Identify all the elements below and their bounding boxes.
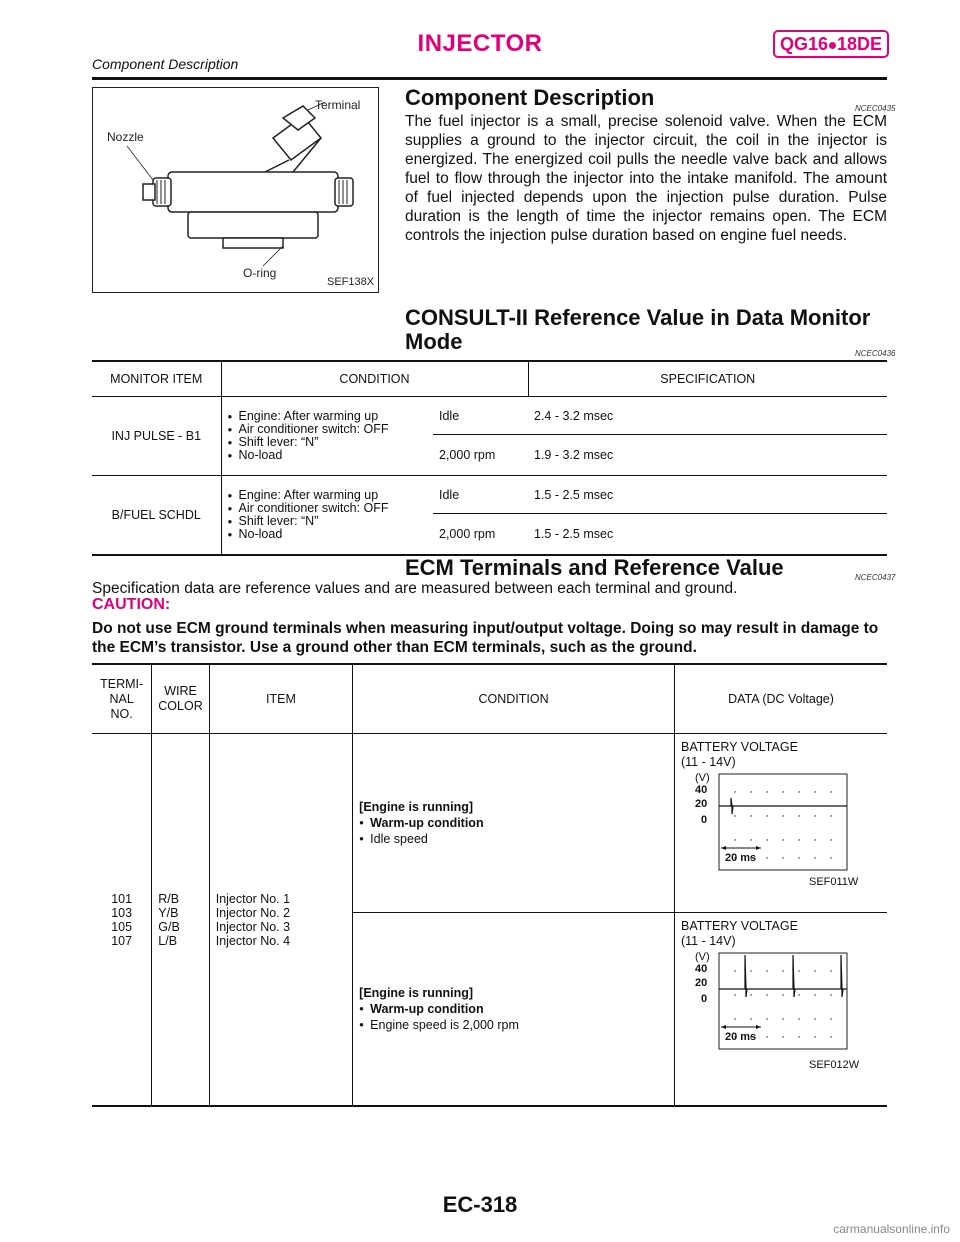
- spec-state: 2,000 rpm: [433, 435, 528, 476]
- terminal-number: 103: [111, 905, 133, 920]
- monitor-item-fuel-schdl: B/FUEL SCHDL: [92, 476, 221, 556]
- spec-value: 1.5 - 2.5 msec: [528, 476, 887, 514]
- model-badge: [773, 30, 889, 58]
- header-wire-l1: WIRE: [164, 684, 197, 698]
- model-prefix: QG16: [779, 34, 828, 54]
- ecm-title: ECM Terminals and Reference Value: [405, 555, 784, 580]
- label-oring: O-ring: [243, 266, 277, 280]
- data-line: BATTERY VOLTAGE: [680, 919, 798, 933]
- header-data: DATA (DC Voltage): [674, 664, 887, 734]
- item-name: Injector No. 3: [215, 919, 291, 934]
- data-idle: [674, 734, 887, 913]
- scope-unit: (V): [694, 951, 710, 963]
- scope-waveform-idle: [681, 770, 881, 910]
- scope-unit: (V): [694, 772, 710, 784]
- list-item: ● No-load: [228, 449, 428, 462]
- page-subtitle: Component Description: [92, 56, 239, 72]
- consult-title: [405, 306, 870, 354]
- scope-time-label: 20 ms: [724, 1031, 757, 1043]
- condition-list: [221, 476, 433, 556]
- consult-title-line1: CONSULT-II Reference Value in Data Monitor: [405, 305, 871, 330]
- scope-tick: 0: [700, 993, 708, 1005]
- spec-state: Idle: [433, 476, 528, 514]
- label-nozzle: Nozzle: [107, 130, 144, 144]
- header-item: ITEM: [209, 664, 352, 734]
- model-suffix: 18DE: [837, 34, 883, 54]
- ecm-table: [92, 663, 887, 1107]
- items: [209, 734, 352, 1107]
- header-rule: [92, 77, 887, 80]
- data-line: (11 - 14V): [680, 755, 736, 769]
- scope-tick: 20: [694, 798, 708, 810]
- scope-time-label: 20 ms: [724, 852, 757, 864]
- condition-title: [Engine is running]: [359, 986, 474, 1000]
- consult-table: [92, 360, 887, 556]
- list-item: ● Engine: After warming up: [228, 410, 428, 423]
- list-item: ● Engine: After warming up: [228, 489, 428, 502]
- list-item: ● Air conditioner switch: OFF: [228, 423, 428, 436]
- caution-label: CAUTION:: [92, 596, 171, 613]
- list-item: ● Air conditioner switch: OFF: [228, 502, 428, 515]
- wire-color: R/B: [158, 891, 180, 906]
- wire-color: Y/B: [158, 905, 179, 920]
- list-item: ● Engine speed is 2,000 rpm: [359, 1017, 668, 1033]
- spec-value: 1.5 - 2.5 msec: [528, 514, 887, 556]
- header-terminal-l3: NO.: [110, 706, 133, 721]
- terminal-number: 107: [111, 933, 133, 948]
- caution-text: Do not use ECM ground terminals when measuring input/output voltage. Doing so may result in damage to the ECM’s transistor. Use a ground other than ECM terminals, such as the ground.: [92, 620, 879, 656]
- item-name: Injector No. 1: [215, 891, 291, 906]
- list-item: ● No-load: [228, 528, 428, 541]
- list-item: ● Shift lever: “N”: [228, 436, 428, 449]
- page-number: EC-318: [442, 1192, 518, 1217]
- data-line: (11 - 14V): [680, 934, 736, 948]
- scope-tick: 40: [694, 784, 708, 796]
- scope-waveform-2000rpm: [681, 949, 881, 1089]
- table-row: [92, 397, 887, 435]
- page-title: INJECTOR: [417, 30, 543, 57]
- scope-tick: 20: [694, 977, 708, 989]
- ecm-header-row: [92, 664, 887, 734]
- wire-color: L/B: [158, 933, 178, 948]
- consult-title-line2: Mode: [405, 329, 463, 354]
- list-item: ● Warm-up condition: [359, 1001, 668, 1017]
- ecm-intro: Specification data are reference values and are measured between each terminal and ground.: [92, 580, 738, 597]
- condition-2000rpm: [353, 913, 675, 1107]
- list-item: ● Idle speed: [359, 831, 668, 847]
- component-description-title: Component Description: [405, 85, 655, 110]
- wire-color: G/B: [158, 919, 180, 934]
- condition-idle: [353, 734, 675, 913]
- header-terminal: [92, 664, 152, 734]
- item-name: Injector No. 2: [215, 905, 291, 920]
- component-description-code: NCEC0435: [855, 104, 896, 113]
- scope-tick: 40: [694, 963, 708, 975]
- scope-code: SEF012W: [808, 1059, 860, 1071]
- scope-grid-icon: [681, 770, 881, 910]
- data-2000rpm: [674, 913, 887, 1107]
- spec-value: 2.4 - 3.2 msec: [528, 397, 887, 435]
- header-condition: CONDITION: [221, 361, 528, 397]
- ecm-code: NCEC0437: [855, 573, 896, 582]
- header-wire-l2: COLOR: [158, 699, 203, 713]
- list-item: ● Warm-up condition: [359, 815, 668, 831]
- table-row: [92, 734, 887, 913]
- spec-state: Idle: [433, 397, 528, 435]
- header-monitor-item: MONITOR ITEM: [92, 361, 221, 397]
- list-item: ● Shift lever: “N”: [228, 515, 428, 528]
- bullet-dot-icon: [829, 42, 836, 49]
- condition-list: [221, 397, 433, 476]
- terminal-numbers: [92, 734, 152, 1107]
- figure-code: SEF138X: [327, 276, 375, 288]
- spec-state: 2,000 rpm: [433, 514, 528, 556]
- scope-code: SEF011W: [808, 876, 859, 888]
- header-terminal-l2: NAL: [109, 691, 134, 706]
- injector-figure: [92, 87, 379, 293]
- header-condition: CONDITION: [353, 664, 675, 734]
- spec-value: 1.9 - 3.2 msec: [528, 435, 887, 476]
- condition-title: [Engine is running]: [359, 800, 474, 814]
- terminal-number: 101: [111, 891, 133, 906]
- header-wire-color: [152, 664, 209, 734]
- watermark: carmanualsonline.info: [833, 1222, 950, 1236]
- label-terminal: Terminal: [315, 98, 361, 112]
- header-terminal-l1: TERMI-: [100, 676, 144, 691]
- consult-header-row: [92, 361, 887, 397]
- terminal-number: 105: [111, 919, 133, 934]
- wire-colors: [152, 734, 209, 1107]
- component-description-text: The fuel injector is a small, precise solenoid valve. When the ECM supplies a ground to the injector circuit, the coil in the injector is energized. The energized coil pulls the needle valve back and allows fuel to flow through the injector into the intake manifold. The amount of fuel injected depends upon the injection pulse duration. Pulse duration is the length of time the injector remains open. The ECM controls the injection pulse duration based on engine fuel needs.: [405, 113, 887, 244]
- header-specification: SPECIFICATION: [528, 361, 887, 397]
- item-name: Injector No. 4: [215, 933, 291, 948]
- data-line: BATTERY VOLTAGE: [680, 740, 798, 754]
- injector-drawing-icon: [93, 88, 378, 292]
- consult-code: NCEC0436: [855, 349, 896, 358]
- table-row: [92, 476, 887, 514]
- scope-tick: 0: [700, 814, 708, 826]
- monitor-item-inj-pulse: INJ PULSE - B1: [92, 397, 221, 476]
